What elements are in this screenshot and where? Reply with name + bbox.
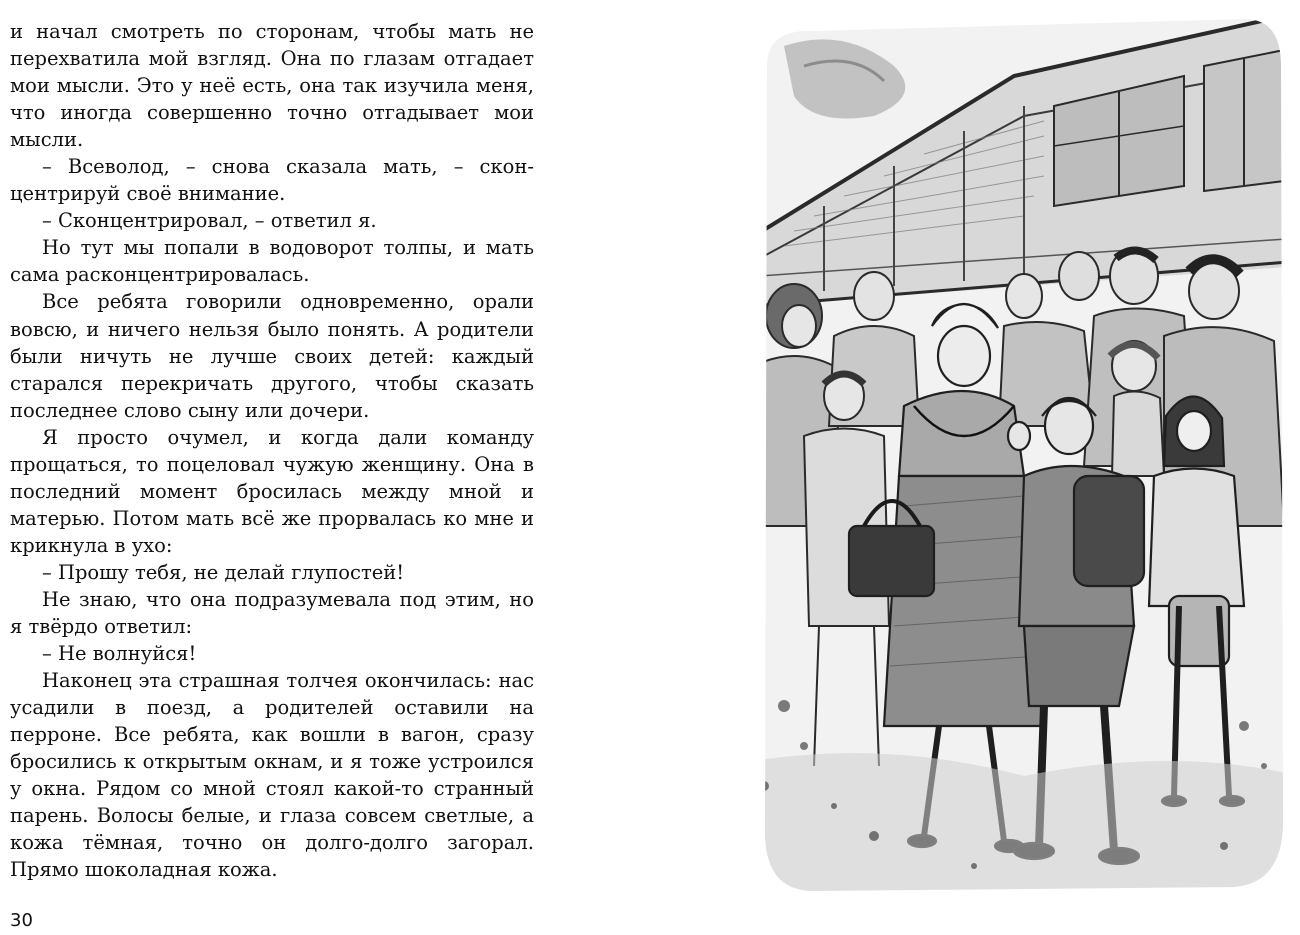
paragraph: Все ребята говорили одновременно, орали вовсю, и ничего нельзя было понять. А родители были ничуть не лучше своих детей: каждый старался перекричать другого, чтобы сказать последнее слово сыну или дочери. (10, 290, 534, 422)
paragraph: Но тут мы попали в водоворот толпы, и мать сама расконцентрировалась. (10, 236, 534, 287)
paragraph: Я просто очумел, и когда дали команду прощаться, то поцеловал чужую женщину. Она в последний момент бросилась между мной и матерью. Потом мать всё же прорвалась ко мне и крикнула в ухо: (10, 425, 534, 557)
paragraph: и начал смотреть по сторонам, чтобы мать не перехватила мой взгляд. Она по глазам отгадает мои мысли. Это у неё есть, она так изучила меня, что иногда совершенно точно отгадывает мои мысли. (10, 20, 534, 152)
text-column (10, 18, 534, 884)
paragraph: Не знаю, что она подразумевала под этим, но я твёрдо ответил: (10, 587, 534, 639)
paragraph: – Всеволод, – снова сказала мать, – сконцентрируй своё внимание. (10, 155, 534, 206)
paragraph: – Не волнуйся! (42, 642, 197, 666)
sketch-scene (724, 6, 1300, 898)
train-platform-illustration (724, 6, 1300, 898)
paragraph: – Сконцентрировал, – ответил я. (42, 209, 377, 233)
paragraph: – Прошу тебя, не делай глупостей! (42, 560, 405, 584)
page-number: 30 (10, 910, 33, 931)
paragraph: Наконец эта страшная толчея окончилась: нас усадили в поезд, а родителей оставили на перроне. Все ребята, как вошли в вагон, сразу бросились к открытым окнам, и я тоже устроился у окна. Рядом со мной стоял какой-то странный парень. Волосы белые, и глаза совсем светлые, а кожа тёмная, точно он долго-долго загорал. Прямо шоколадная кожа. (10, 669, 534, 882)
